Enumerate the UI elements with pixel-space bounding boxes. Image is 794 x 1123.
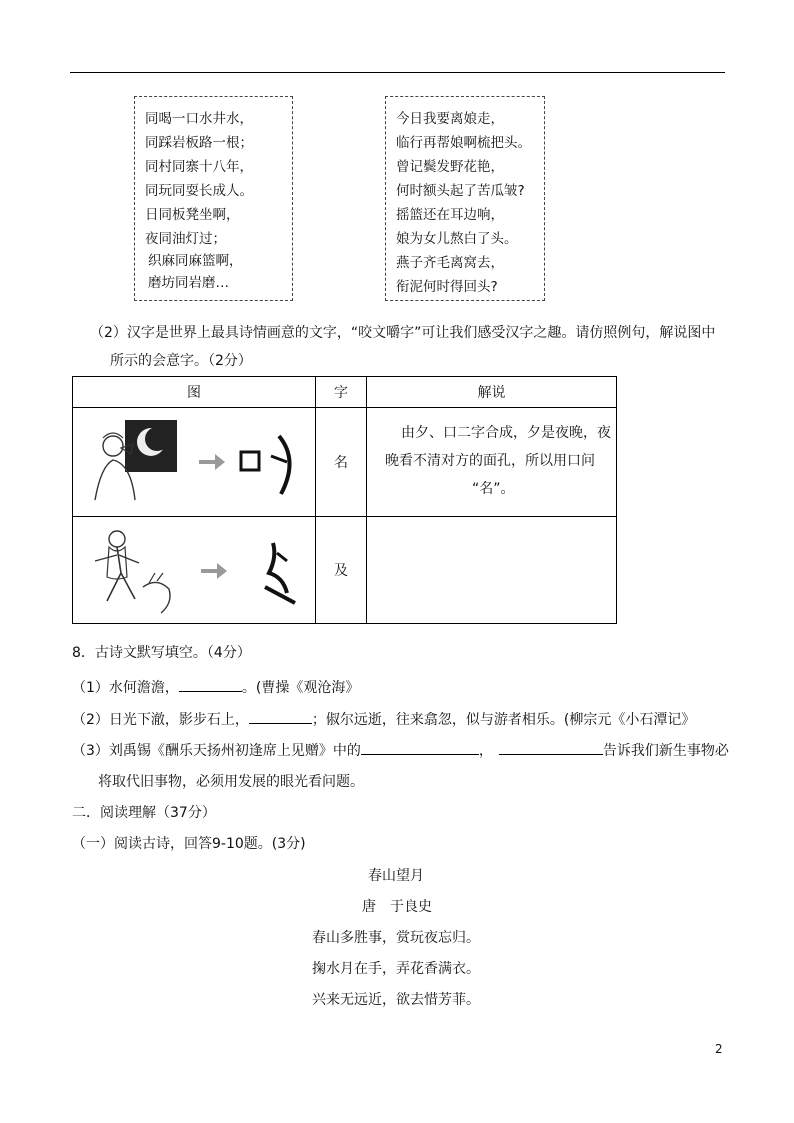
explain-line: 由夕、口二字合成，夕是夜晚，夜 bbox=[401, 425, 611, 441]
page-number: 2 bbox=[715, 1042, 723, 1056]
poem-line: 同喝一口水井水， bbox=[145, 111, 253, 127]
ji-illustration-image bbox=[73, 517, 315, 619]
poem-line: 曾记鬓发野花艳， bbox=[396, 159, 504, 175]
section-2-title: 二．阅读理解（37分） bbox=[72, 805, 216, 821]
part-1-title: （一）阅读古诗，回答9-10题。(3分) bbox=[72, 836, 306, 852]
poem-box-right bbox=[385, 96, 545, 301]
item-text: ；俶尔远逝，往来翕忽，似与游者相乐。(柳宗元《小石潭记》 bbox=[311, 712, 696, 728]
question-2-line2: 所示的会意字。（2分） bbox=[110, 353, 252, 369]
poem-line: 临行再帮娘啊梳把头。 bbox=[396, 135, 531, 151]
item-text: 。(曹操《观沧海》 bbox=[241, 680, 360, 696]
table-explain bbox=[367, 408, 617, 517]
illustration-ming bbox=[73, 408, 316, 517]
item-text: （1）水何澹澹， bbox=[72, 680, 179, 696]
poem-line: 燕子齐毛离窝去， bbox=[396, 255, 504, 271]
question-8-item3 bbox=[72, 740, 729, 760]
poem-line: 同玩同耍长成人。 bbox=[145, 183, 253, 199]
poem-line: 兴来无远近，欲去惜芳菲。 bbox=[312, 992, 480, 1008]
poem-line: 织麻同麻篮啊， bbox=[148, 253, 243, 269]
poem-line: 衔泥何时得回头? bbox=[396, 279, 498, 295]
poem-line: 春山多胜事，赏玩夜忘归。 bbox=[312, 930, 480, 946]
poem-line: 夜同油灯过； bbox=[145, 231, 226, 247]
poem-line: 同踩岩板路一根； bbox=[145, 135, 253, 151]
poem-line: 日同板凳坐啊， bbox=[145, 207, 240, 223]
item-text: 告诉我们新生事物必 bbox=[602, 743, 729, 759]
poem-box-left bbox=[134, 96, 293, 301]
question-8-title: 8．古诗文默写填空。（4分） bbox=[72, 645, 251, 661]
table-header: 字 bbox=[316, 377, 367, 408]
poem-line: 今日我要离娘走， bbox=[396, 111, 504, 127]
item-text: （3）刘禹锡《酬乐天扬州初逢席上见赠》中的 bbox=[72, 743, 361, 759]
poem-line: 娘为女儿熬白了头。 bbox=[396, 231, 518, 247]
table-header: 图 bbox=[73, 377, 316, 408]
fill-blank[interactable] bbox=[499, 740, 603, 755]
ming-illustration-image bbox=[73, 408, 315, 512]
poem-line: 何时额头起了苦瓜皱? bbox=[396, 183, 525, 199]
illustration-ji bbox=[73, 517, 316, 624]
item-text: （2）日光下澈，影步石上， bbox=[72, 712, 249, 728]
explain-line: “名”。 bbox=[472, 481, 515, 497]
table-header: 解说 bbox=[367, 377, 617, 408]
table-char: 名 bbox=[316, 408, 367, 517]
poem-author: 唐 于良史 bbox=[362, 899, 432, 915]
table-char: 及 bbox=[316, 517, 367, 624]
fill-blank[interactable] bbox=[179, 677, 242, 692]
question-8-item3-line2: 将取代旧事物，必须用发展的眼光看问题。 bbox=[98, 774, 364, 790]
question-8-item2 bbox=[72, 709, 695, 729]
question-2-line1: （2）汉字是世界上最具诗情画意的文字，“咬文嚼字”可让我们感受汉字之趣。请仿照例句，解说图中 bbox=[90, 325, 716, 341]
poem-line: 摇篮还在耳边响， bbox=[396, 207, 504, 223]
table-explain-empty[interactable] bbox=[367, 517, 617, 624]
poem-title: 春山望月 bbox=[368, 868, 424, 884]
explain-line: 晚看不清对方的面孔，所以用口问 bbox=[385, 453, 595, 469]
header-rule bbox=[70, 72, 725, 73]
question-8-item1 bbox=[72, 677, 359, 697]
fill-blank[interactable] bbox=[361, 740, 479, 755]
poem-line: 同村同寨十八年， bbox=[145, 159, 253, 175]
item-text: ， bbox=[478, 743, 493, 759]
fill-blank[interactable] bbox=[249, 709, 312, 724]
huiyi-table bbox=[72, 376, 617, 624]
poem-line: 掬水月在手，弄花香满衣。 bbox=[312, 961, 480, 977]
poem-line: 磨坊同岩磨… bbox=[148, 275, 229, 291]
